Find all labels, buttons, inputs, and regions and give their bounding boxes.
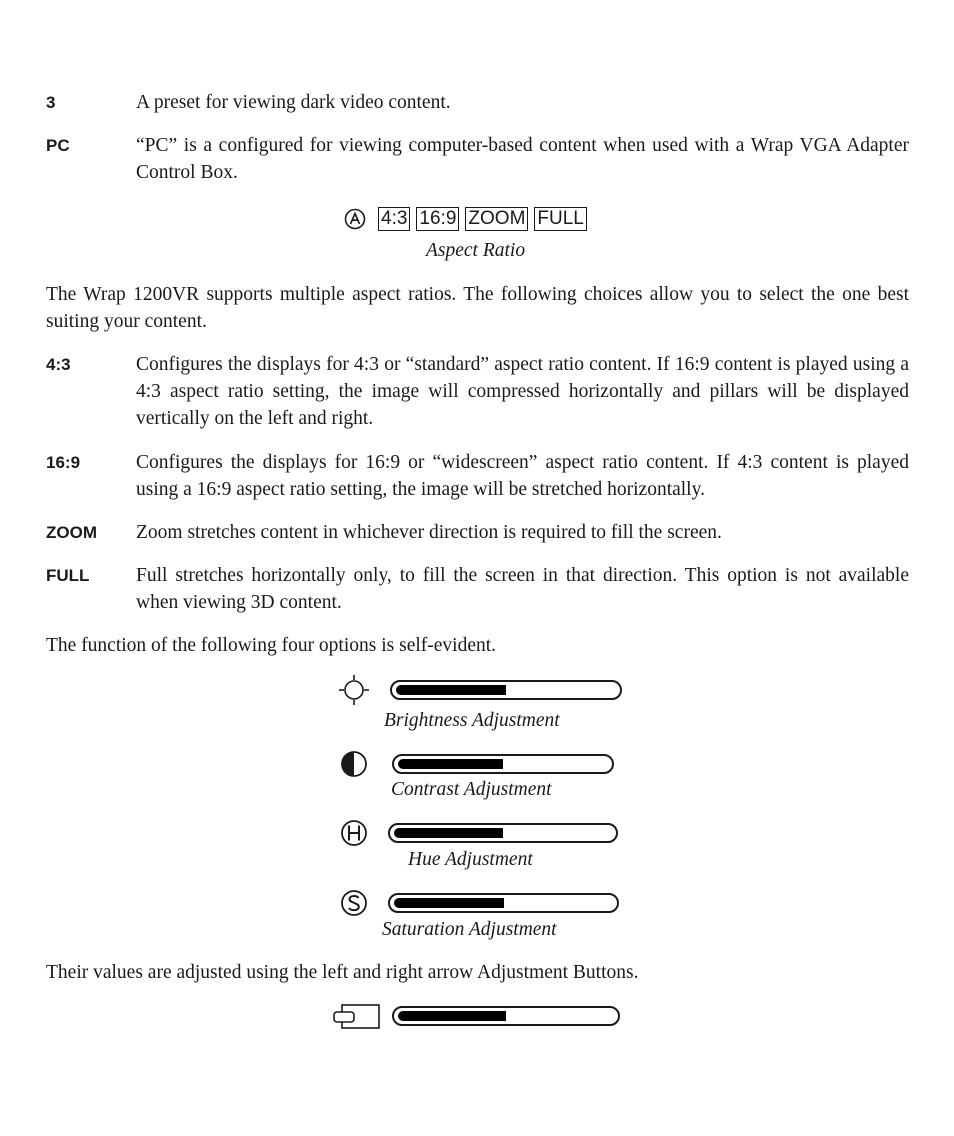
adjustment-bar-fill <box>398 1011 506 1021</box>
hue-bar-fill <box>394 828 503 838</box>
saturation-caption: Saturation Adjustment <box>382 919 557 940</box>
saturation-bar <box>388 893 619 913</box>
hue-slider-row <box>338 817 618 849</box>
definition-term: 3 <box>46 93 56 112</box>
brightness-bar-fill <box>396 685 506 695</box>
definition-zoom <box>46 519 909 546</box>
definition-3 <box>46 89 909 116</box>
aspect-option-full: FULL <box>534 207 586 231</box>
definition-term: 4:3 <box>46 355 71 374</box>
half-circle-icon <box>338 748 370 780</box>
circled-h-icon <box>338 817 370 849</box>
contrast-bar <box>392 754 614 774</box>
adjustment-bar <box>392 1006 620 1026</box>
definition-text: Zoom stretches content in whichever direction is required to fill the screen. <box>136 522 722 543</box>
brightness-caption: Brightness Adjustment <box>384 710 560 731</box>
circled-s-icon <box>338 887 370 919</box>
definition-text: Full stretches horizontally only, to fill the screen in that direction. This option is not available when viewing 3D content. <box>136 565 909 613</box>
definition-text: Configures the displays for 16:9 or “widescreen” aspect ratio content. If 4:3 content is played using a 16:9 aspect ratio setting, the image will be stretched horizontally. <box>136 452 909 500</box>
definition-full <box>46 562 909 616</box>
sun-icon <box>338 674 370 706</box>
aspect-option-16-9: 16:9 <box>416 207 459 231</box>
definition-pc <box>46 132 909 186</box>
definition-16-9 <box>46 449 909 503</box>
contrast-caption: Contrast Adjustment <box>391 779 552 800</box>
aspect-ratio-options <box>344 206 593 232</box>
definition-4-3 <box>46 351 909 432</box>
hue-caption: Hue Adjustment <box>408 849 533 870</box>
brightness-bar <box>390 680 622 700</box>
aspect-ratio-caption: Aspect Ratio <box>426 240 526 261</box>
brightness-slider-row <box>338 674 622 706</box>
definition-text: Configures the displays for 4:3 or “standard” aspect ratio content. If 16:9 content is played using a 4:3 aspect ratio setting, the image will compressed horizontally and pillars will be displayed vertically on the left and right. <box>136 354 909 429</box>
saturation-slider-row <box>338 887 619 919</box>
definition-term: ZOOM <box>46 523 97 542</box>
aspect-intro-paragraph: The Wrap 1200VR supports multiple aspect ratios. The following choices allow you to select the one best suiting your content. <box>46 284 909 332</box>
contrast-slider-row <box>338 748 614 780</box>
circled-a-icon <box>344 208 366 230</box>
adjust-paragraph: Their values are adjusted using the left and right arrow Adjustment Buttons. <box>46 962 639 983</box>
definition-text: A preset for viewing dark video content. <box>136 92 451 113</box>
adjustment-button-icon <box>332 1000 382 1032</box>
adjustment-slider-row <box>332 1000 620 1032</box>
options-intro-paragraph: The function of the following four options is self-evident. <box>46 635 497 656</box>
aspect-option-zoom: ZOOM <box>465 207 528 231</box>
definition-term: PC <box>46 136 70 155</box>
definition-text: “PC” is a configured for viewing computer-based content when used with a Wrap VGA Adapter Control Box. <box>136 135 909 183</box>
definition-term: FULL <box>46 566 90 585</box>
hue-bar <box>388 823 618 843</box>
contrast-bar-fill <box>398 759 503 769</box>
definition-term: 16:9 <box>46 453 81 472</box>
aspect-option-4-3: 4:3 <box>378 207 410 231</box>
saturation-bar-fill <box>394 898 504 908</box>
